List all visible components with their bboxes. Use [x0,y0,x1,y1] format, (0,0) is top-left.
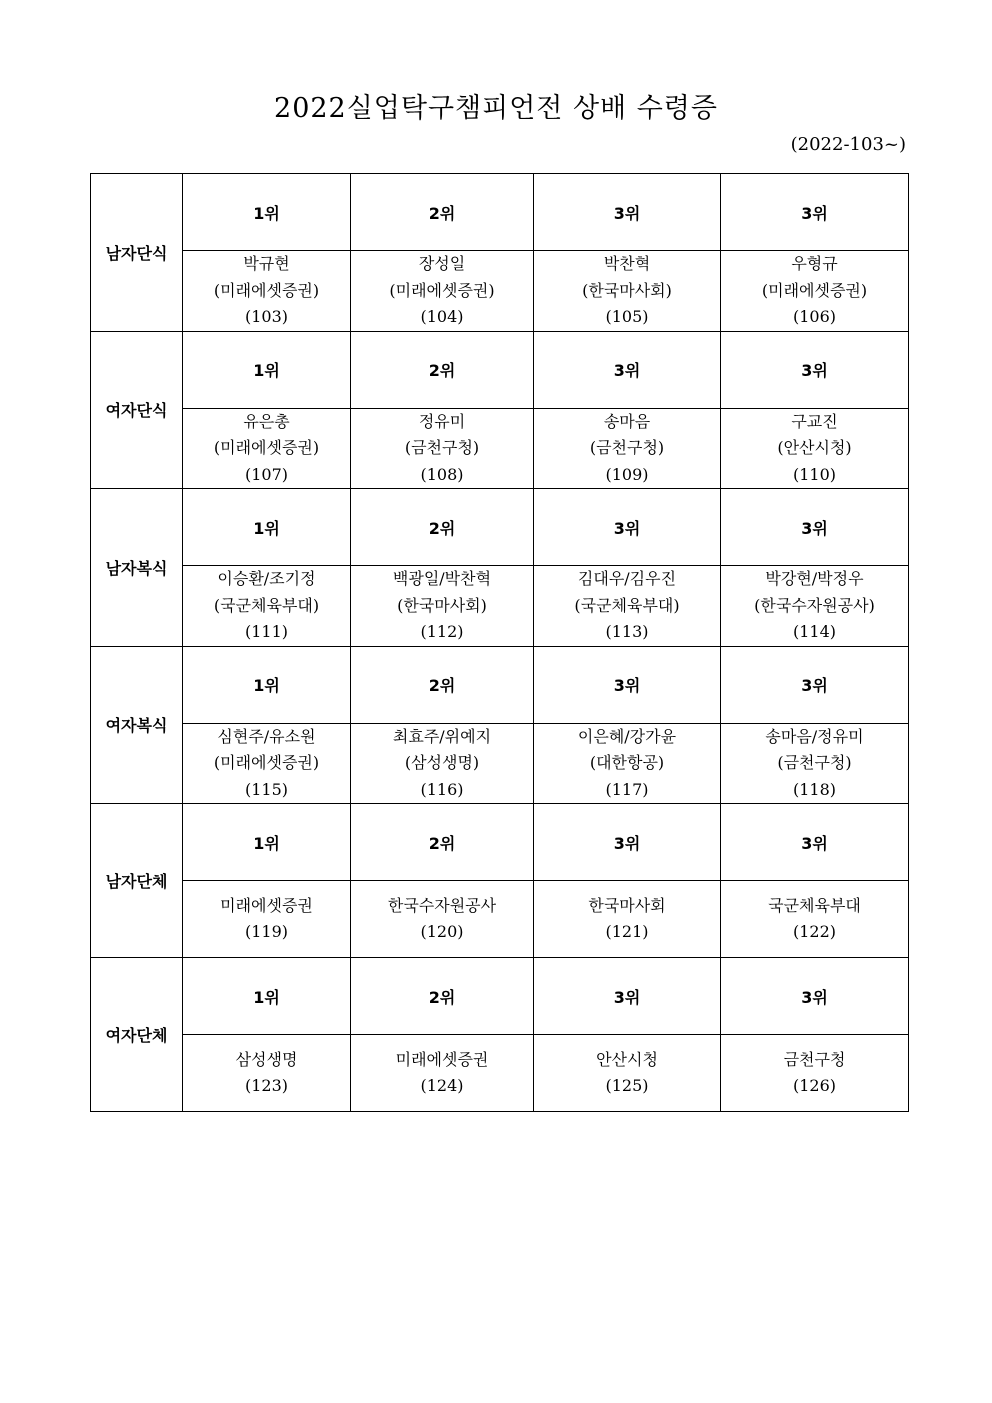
receipt-number: (114) [792,622,837,641]
winner-cell [721,251,909,332]
winner-team: (금천구청) [589,438,665,457]
winner-name: 우형규 [791,254,838,273]
receipt-number: (119) [244,922,289,941]
rank-label: 2위 [351,646,534,723]
rank-label: 1위 [183,489,351,566]
receipt-number: (109) [605,464,649,484]
winner-team: (안산시청) [777,438,852,457]
receipt-number: (124) [420,1076,464,1095]
winner-team: (금천구청) [777,753,852,772]
winner-row [91,566,909,647]
receipt-number: (111) [244,622,289,641]
awards-table-body [91,174,909,1112]
category-label: 남자단식 [91,174,183,332]
rank-label: 3위 [721,804,909,881]
receipt-number: (125) [605,1076,649,1095]
rank-label: 3위 [534,331,721,408]
rank-label: 2위 [351,489,534,566]
winner-cell [351,1035,534,1112]
winner-team: (한국수자원공사) [754,595,875,615]
winner-cell [721,408,909,489]
rank-label: 1위 [183,331,351,408]
winner-row [91,408,909,489]
rank-row [91,489,909,566]
winner-team: (금천구청) [404,438,480,457]
winner-cell [351,408,534,489]
rank-label: 1위 [183,804,351,881]
rank-row [91,331,909,408]
rank-label: 3위 [534,174,721,251]
rank-label: 1위 [183,958,351,1035]
winner-team: (미래에셋증권) [213,438,320,457]
winner-name: 이승환/조기정 [217,569,316,588]
winner-cell [183,723,351,804]
winner-row [91,251,909,332]
receipt-number: (103) [244,307,289,326]
winner-name: 유은총 [243,411,290,431]
winner-cell [721,723,909,804]
rank-label: 3위 [721,331,909,408]
winner-name: 박찬혁 [603,254,651,273]
winner-name: 장성일 [418,254,466,273]
winner-cell [183,251,351,332]
winner-cell [534,881,721,958]
rank-label: 3위 [721,174,909,251]
receipt-number: (108) [420,464,464,484]
rank-label: 3위 [534,489,721,566]
winner-team: (국군체육부대) [574,595,680,615]
winner-name: 미래에셋증권 [220,895,313,915]
rank-row [91,804,909,881]
receipt-number: (118) [792,779,837,799]
receipt-number: (117) [605,779,649,799]
winner-cell [351,723,534,804]
winner-name: 한국마사회 [588,895,666,915]
winner-cell [183,408,351,489]
winner-row [91,1035,909,1112]
winner-team: (미래에셋증권) [213,753,320,772]
receipt-number: (115) [244,779,289,799]
winner-cell [183,1035,351,1112]
rank-row [91,958,909,1035]
winner-cell [534,1035,721,1112]
rank-row [91,646,909,723]
winner-cell [351,566,534,647]
receipt-number: (106) [792,307,837,326]
receipt-number: (126) [792,1076,837,1095]
rank-label: 3위 [534,804,721,881]
document-number: (2022-103~) [790,134,906,155]
receipt-number: (107) [244,464,289,484]
winner-team: (미래에셋증권) [213,280,320,300]
winner-name: 송마음 [603,411,651,431]
winner-name: 금천구청 [783,1049,846,1069]
category-label: 여자단체 [91,958,183,1112]
winner-team: (한국마사회) [582,280,672,300]
winner-row [91,881,909,958]
winner-team: (미래에셋증권) [389,280,495,300]
category-label: 남자복식 [91,489,183,647]
winner-cell [351,881,534,958]
winner-name: 구교진 [791,411,838,431]
winner-name: 미래에셋증권 [395,1049,489,1069]
receipt-number: (113) [605,622,649,641]
winner-name: 송마음/정유미 [765,726,864,746]
category-label: 남자단체 [91,804,183,958]
winner-team: (한국마사회) [397,595,487,615]
winner-name: 박강현/박정우 [765,569,864,588]
receipt-number: (121) [605,922,649,941]
rank-label: 3위 [534,646,721,723]
rank-label: 3위 [721,489,909,566]
rank-label: 2위 [351,804,534,881]
rank-label: 3위 [721,646,909,723]
category-label: 여자단식 [91,331,183,489]
winner-cell [534,566,721,647]
rank-row [91,174,909,251]
receipt-number: (122) [792,922,837,941]
winner-name: 안산시청 [596,1049,658,1069]
winner-name: 박규현 [243,254,290,273]
winner-team: (미래에셋증권) [761,280,868,300]
winner-team: (국군체육부대) [213,595,320,615]
receipt-number: (104) [420,307,464,326]
rank-label: 3위 [721,958,909,1035]
winner-cell [721,566,909,647]
awards-table [90,173,909,1112]
winner-name: 심현주/유소원 [217,726,316,746]
winner-name: 김대우/김우진 [577,569,677,588]
rank-label: 1위 [183,646,351,723]
receipt-number: (123) [244,1076,289,1095]
receipt-number: (110) [792,464,837,484]
receipt-number: (112) [420,622,464,641]
winner-cell [721,1035,909,1112]
winner-cell [721,881,909,958]
winner-name: 이은혜/강가윤 [577,726,677,746]
rank-label: 2위 [351,174,534,251]
winner-name: 한국수자원공사 [387,895,497,915]
winner-name: 국군체육부대 [768,895,861,915]
winner-cell [183,566,351,647]
receipt-number: (120) [420,922,464,941]
receipt-number: (116) [420,779,464,799]
winner-name: 최효주/위예지 [392,726,492,746]
category-label: 여자복식 [91,646,183,804]
winner-cell [183,881,351,958]
winner-cell [534,408,721,489]
winner-cell [534,723,721,804]
page-title: 2022실업탁구챔피언전 상배 수령증 [274,93,718,124]
winner-row [91,723,909,804]
winner-team: (삼성생명) [404,753,480,772]
winner-name: 정유미 [418,411,466,431]
winner-cell [351,251,534,332]
receipt-number: (105) [605,307,649,326]
rank-label: 2위 [351,331,534,408]
rank-label: 2위 [351,958,534,1035]
winner-cell [534,251,721,332]
winner-name: 삼성생명 [235,1049,298,1069]
winner-team: (대한항공) [589,753,665,772]
rank-label: 1위 [183,174,351,251]
rank-label: 3위 [534,958,721,1035]
winner-name: 백광일/박찬혁 [392,569,492,588]
